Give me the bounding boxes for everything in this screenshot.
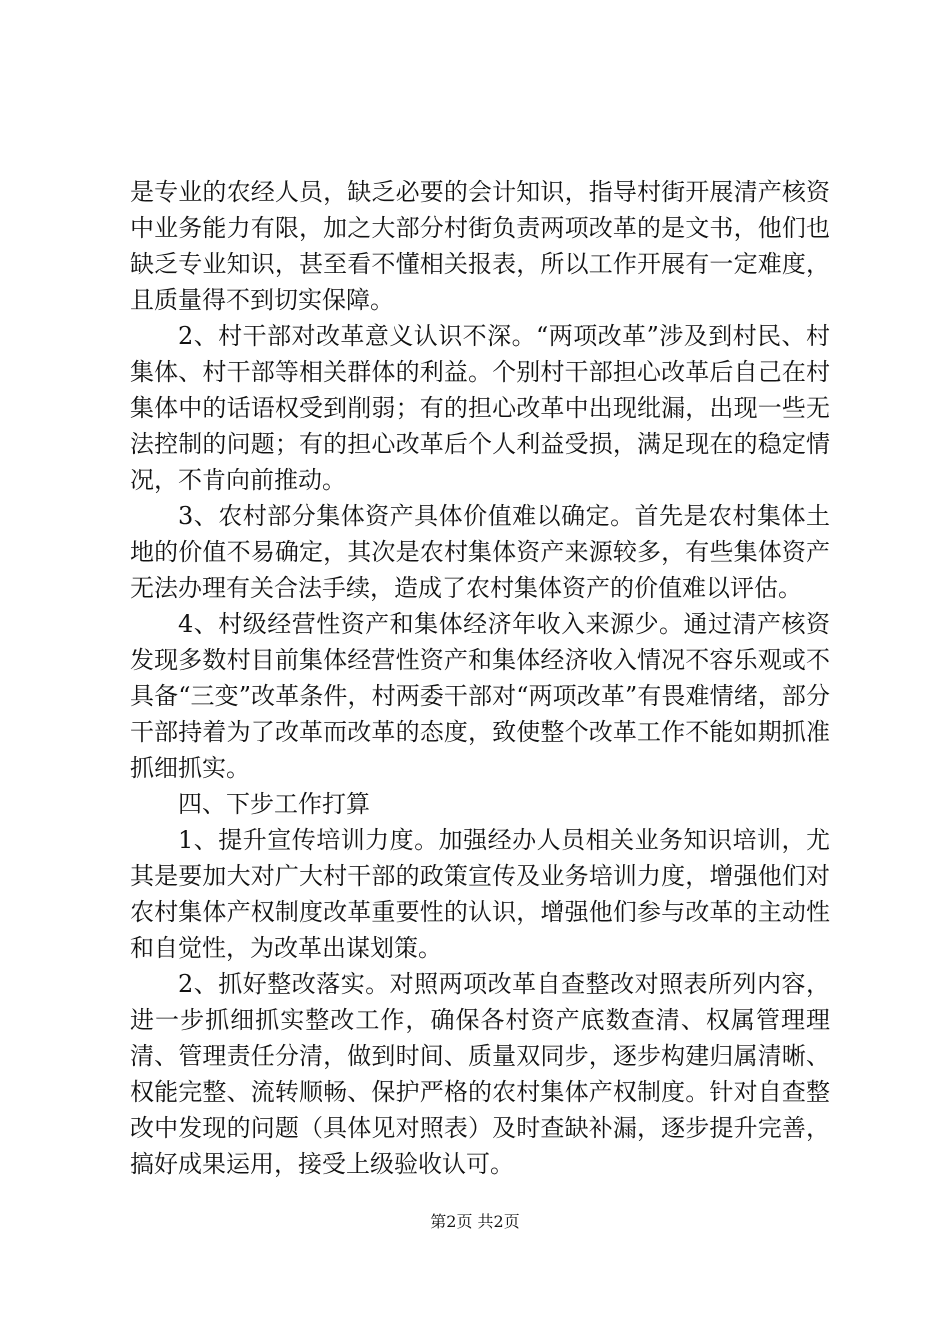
paragraph-item-3: 3、农村部分集体资产具体价值难以确定。首先是农村集体土地的价值不易确定，其次是农村集体资产来源较多，有些集体资产无法办理有关合法手续，造成了农村集体资产的价值难以评估。 xyxy=(130,502,830,602)
paragraph-plan-2: 2、抓好整改落实。对照两项改革自查整改对照表所列内容，进一步抓细抓实整改工作，确保各村资产底数查清、权属管理理清、管理责任分清，做到时间、质量双同步，逐步构建归属清晰、权能完整、流转顺畅、保护严格的农村集体产权制度。针对自查整改中发现的问题（具体见对照表）及时查缺补漏，逐步提升完善，搞好成果运用，接受上级验收认可。 xyxy=(130,970,830,1178)
document-body xyxy=(130,174,830,1182)
paragraph-item-2: 2、村干部对改革意义认识不深。“两项改革”涉及到村民、村集体、村干部等相关群体的利益。个别村干部担心改革后自己在村集体中的话语权受到削弱；有的担心改革中出现纰漏，出现一些无法控制的问题；有的担心改革后个人利益受损，满足现在的稳定情况，不肯向前推动。 xyxy=(130,322,830,494)
paragraph-continuation: 是专业的农经人员，缺乏必要的会计知识，指导村街开展清产核资中业务能力有限，加之大部分村街负责两项改革的是文书，他们也缺乏专业知识，甚至看不懂相关报表，所以工作开展有一定难度，且质量得不到切实保障。 xyxy=(130,178,830,314)
page-number-footer: 第2页 共2页 xyxy=(430,1212,520,1231)
section-heading-next-steps: 四、下步工作打算 xyxy=(178,790,370,818)
paragraph-plan-1: 1、提升宣传培训力度。加强经办人员相关业务知识培训，尤其是要加大对广大村干部的政策宣传及业务培训力度，增强他们对农村集体产权制度改革重要性的认识，增强他们参与改革的主动性和自觉性，为改革出谋划策。 xyxy=(130,826,830,962)
paragraph-item-4: 4、村级经营性资产和集体经济年收入来源少。通过清产核资发现多数村目前集体经营性资产和集体经济收入情况不容乐观或不具备“三变”改革条件，村两委干部对“两项改革”有畏难情绪，部分干部持着为了改革而改革的态度，致使整个改革工作不能如期抓准抓细抓实。 xyxy=(130,610,830,782)
